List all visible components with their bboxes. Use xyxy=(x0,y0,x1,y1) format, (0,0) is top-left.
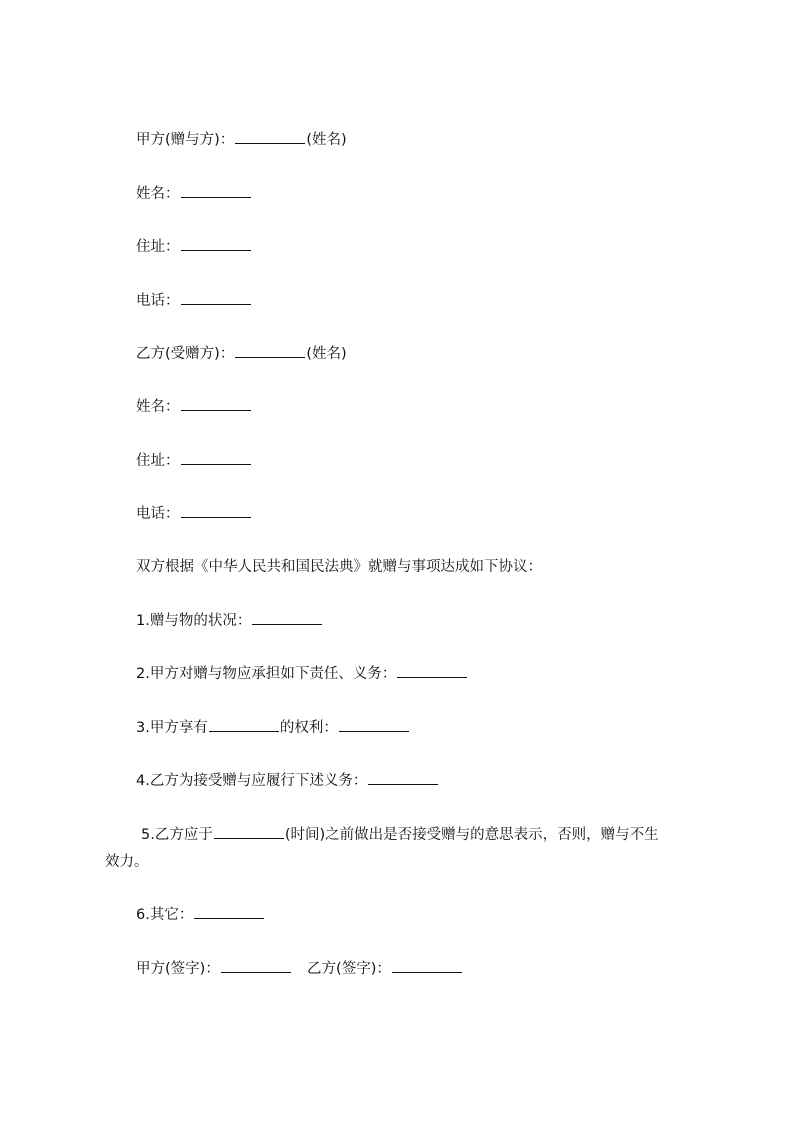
party-a-phone-label: 电话： xyxy=(136,293,180,309)
clause-4-label: 4.乙方为接受赠与应履行下述义务： xyxy=(136,773,368,789)
clause-3-mid-label: 的权利： xyxy=(279,720,338,736)
clause-2-label: 2.甲方对赠与物应承担如下责任、义务： xyxy=(136,666,397,682)
party-a-phone-field[interactable] xyxy=(181,290,251,305)
clause-2 xyxy=(136,663,468,685)
clause-3-label: 3.甲方享有 xyxy=(136,720,208,736)
party-b-signature-label: 乙方(签字)： xyxy=(307,961,391,977)
clause-1-field[interactable] xyxy=(252,610,322,625)
party-b-name-label: 姓名： xyxy=(136,399,180,415)
clause-5-label: 5.乙方应于 xyxy=(141,827,213,843)
party-b-name-blank[interactable] xyxy=(235,343,305,358)
party-b-heading-suffix: (姓名) xyxy=(306,346,347,362)
party-b-phone-label: 电话： xyxy=(136,506,180,522)
clause-5 xyxy=(141,824,659,846)
party-a-phone-line xyxy=(136,290,252,312)
clause-2-field[interactable] xyxy=(397,663,467,678)
party-a-address-field[interactable] xyxy=(181,236,251,251)
party-b-address-label: 住址： xyxy=(136,453,180,469)
clause-4-field[interactable] xyxy=(368,770,438,785)
party-b-heading xyxy=(136,343,347,365)
party-a-heading xyxy=(136,129,347,151)
clause-1-label: 1.赠与物的状况： xyxy=(136,613,252,629)
agreement-intro: 双方根据《中华人民共和国民法典》就赠与事项达成如下协议： xyxy=(136,559,542,575)
clause-3-right-blank[interactable] xyxy=(209,717,279,732)
party-a-address-line xyxy=(136,236,252,258)
party-b-address-line xyxy=(136,450,252,472)
clause-6 xyxy=(136,904,265,926)
party-a-signature-label: 甲方(签字)： xyxy=(136,961,220,977)
party-a-address-label: 住址： xyxy=(136,239,180,255)
clause-5-continuation: 效力。 xyxy=(105,854,149,870)
party-a-heading-label: 甲方(赠与方)： xyxy=(136,132,235,148)
party-b-heading-label: 乙方(受赠方)： xyxy=(136,346,235,362)
party-b-address-field[interactable] xyxy=(181,450,251,465)
party-a-signature-field[interactable] xyxy=(221,958,291,973)
party-a-heading-suffix: (姓名) xyxy=(306,132,347,148)
clause-5-time-field[interactable] xyxy=(214,824,284,839)
party-a-name-field[interactable] xyxy=(181,183,251,198)
signature-line xyxy=(136,958,463,980)
party-b-phone-field[interactable] xyxy=(181,503,251,518)
clause-6-label: 6.其它： xyxy=(136,907,194,923)
clause-6-field[interactable] xyxy=(194,904,264,919)
clause-1 xyxy=(136,610,323,632)
clause-4 xyxy=(136,770,439,792)
party-b-phone-line xyxy=(136,503,252,525)
party-b-name-line xyxy=(136,396,252,418)
party-b-name-field[interactable] xyxy=(181,396,251,411)
clause-3 xyxy=(136,717,410,739)
clause-5-text: (时间)之前做出是否接受赠与的意思表示，否则，赠与不生 xyxy=(284,827,659,843)
party-a-name-line xyxy=(136,183,252,205)
party-a-name-label: 姓名： xyxy=(136,186,180,202)
party-a-name-blank[interactable] xyxy=(235,129,305,144)
party-b-signature-field[interactable] xyxy=(392,958,462,973)
clause-3-field[interactable] xyxy=(339,717,409,732)
